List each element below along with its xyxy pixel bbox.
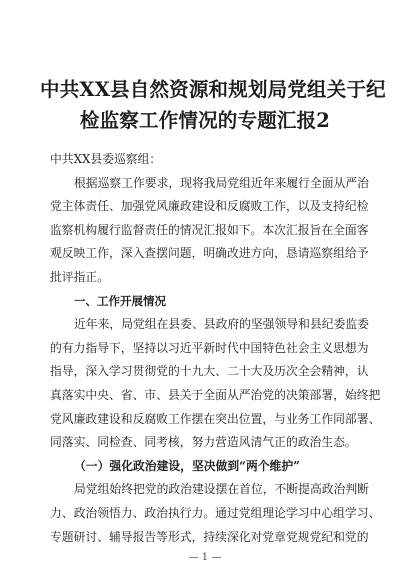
paragraph-line: 同落实、同检查、同考核，努力营造风清气正的政治生态。 [50, 435, 357, 450]
paragraph-line: 监察机构履行监督责任的情况汇报如下。本次汇报旨在全面客 [50, 222, 369, 237]
document-title [40, 74, 386, 136]
paragraph-line: 根据巡察工作要求，现将我局党组近年来履行全面从严治 [74, 175, 369, 190]
title-line: 检监察工作情况的专题汇报2 [79, 109, 331, 132]
paragraph-line: 的有力指导下，坚持以习近平新时代中国特色社会主义思想为 [50, 340, 369, 355]
paragraph-line: 党主体责任、加强党风廉政建设和反腐败工作，以及支持纪检 [50, 199, 369, 214]
title-line: 中共XX县自然资源和规划局党组关于纪 [40, 78, 386, 101]
section-heading: 一、工作开展情况 [74, 293, 166, 308]
paragraph-line: 党风廉政建设和反腐败工作摆在突出位置，与业务工作同部署、 [50, 411, 381, 426]
paragraph-line: 力、政治领悟力、政治执行力。通过党组理论学习中心组学习、 [50, 505, 381, 520]
paragraph-line: 真落实中央、省、市、县关于全面从严治党的决策部署，始终把 [50, 387, 381, 402]
paragraph-line: 近年来，局党组在县委、县政府的坚强领导和县纪委监委 [74, 317, 369, 332]
paragraph-line: 批评指正。 [50, 269, 109, 284]
subsection-heading: （一）强化政治建设，坚决做到“两个维护” [74, 458, 300, 473]
paragraph-line: 局党组始终把党的政治建设摆在首位，不断提高政治判断 [74, 482, 369, 497]
paragraph-line: 专题研讨、辅导报告等形式，持续深化对党章党规党纪和党的 [50, 529, 369, 544]
page-number: — 1 — [188, 552, 222, 563]
paragraph-line: 指导，深入学习贯彻党的十九大、二十大及历次全会精神，认 [50, 364, 369, 379]
document-body [50, 148, 381, 549]
paragraph-line: 观反映工作，深入查摆问题，明确改进方向，恳请巡察组给予 [50, 246, 369, 261]
salutation: 中共XX县委巡察组： [50, 152, 162, 166]
